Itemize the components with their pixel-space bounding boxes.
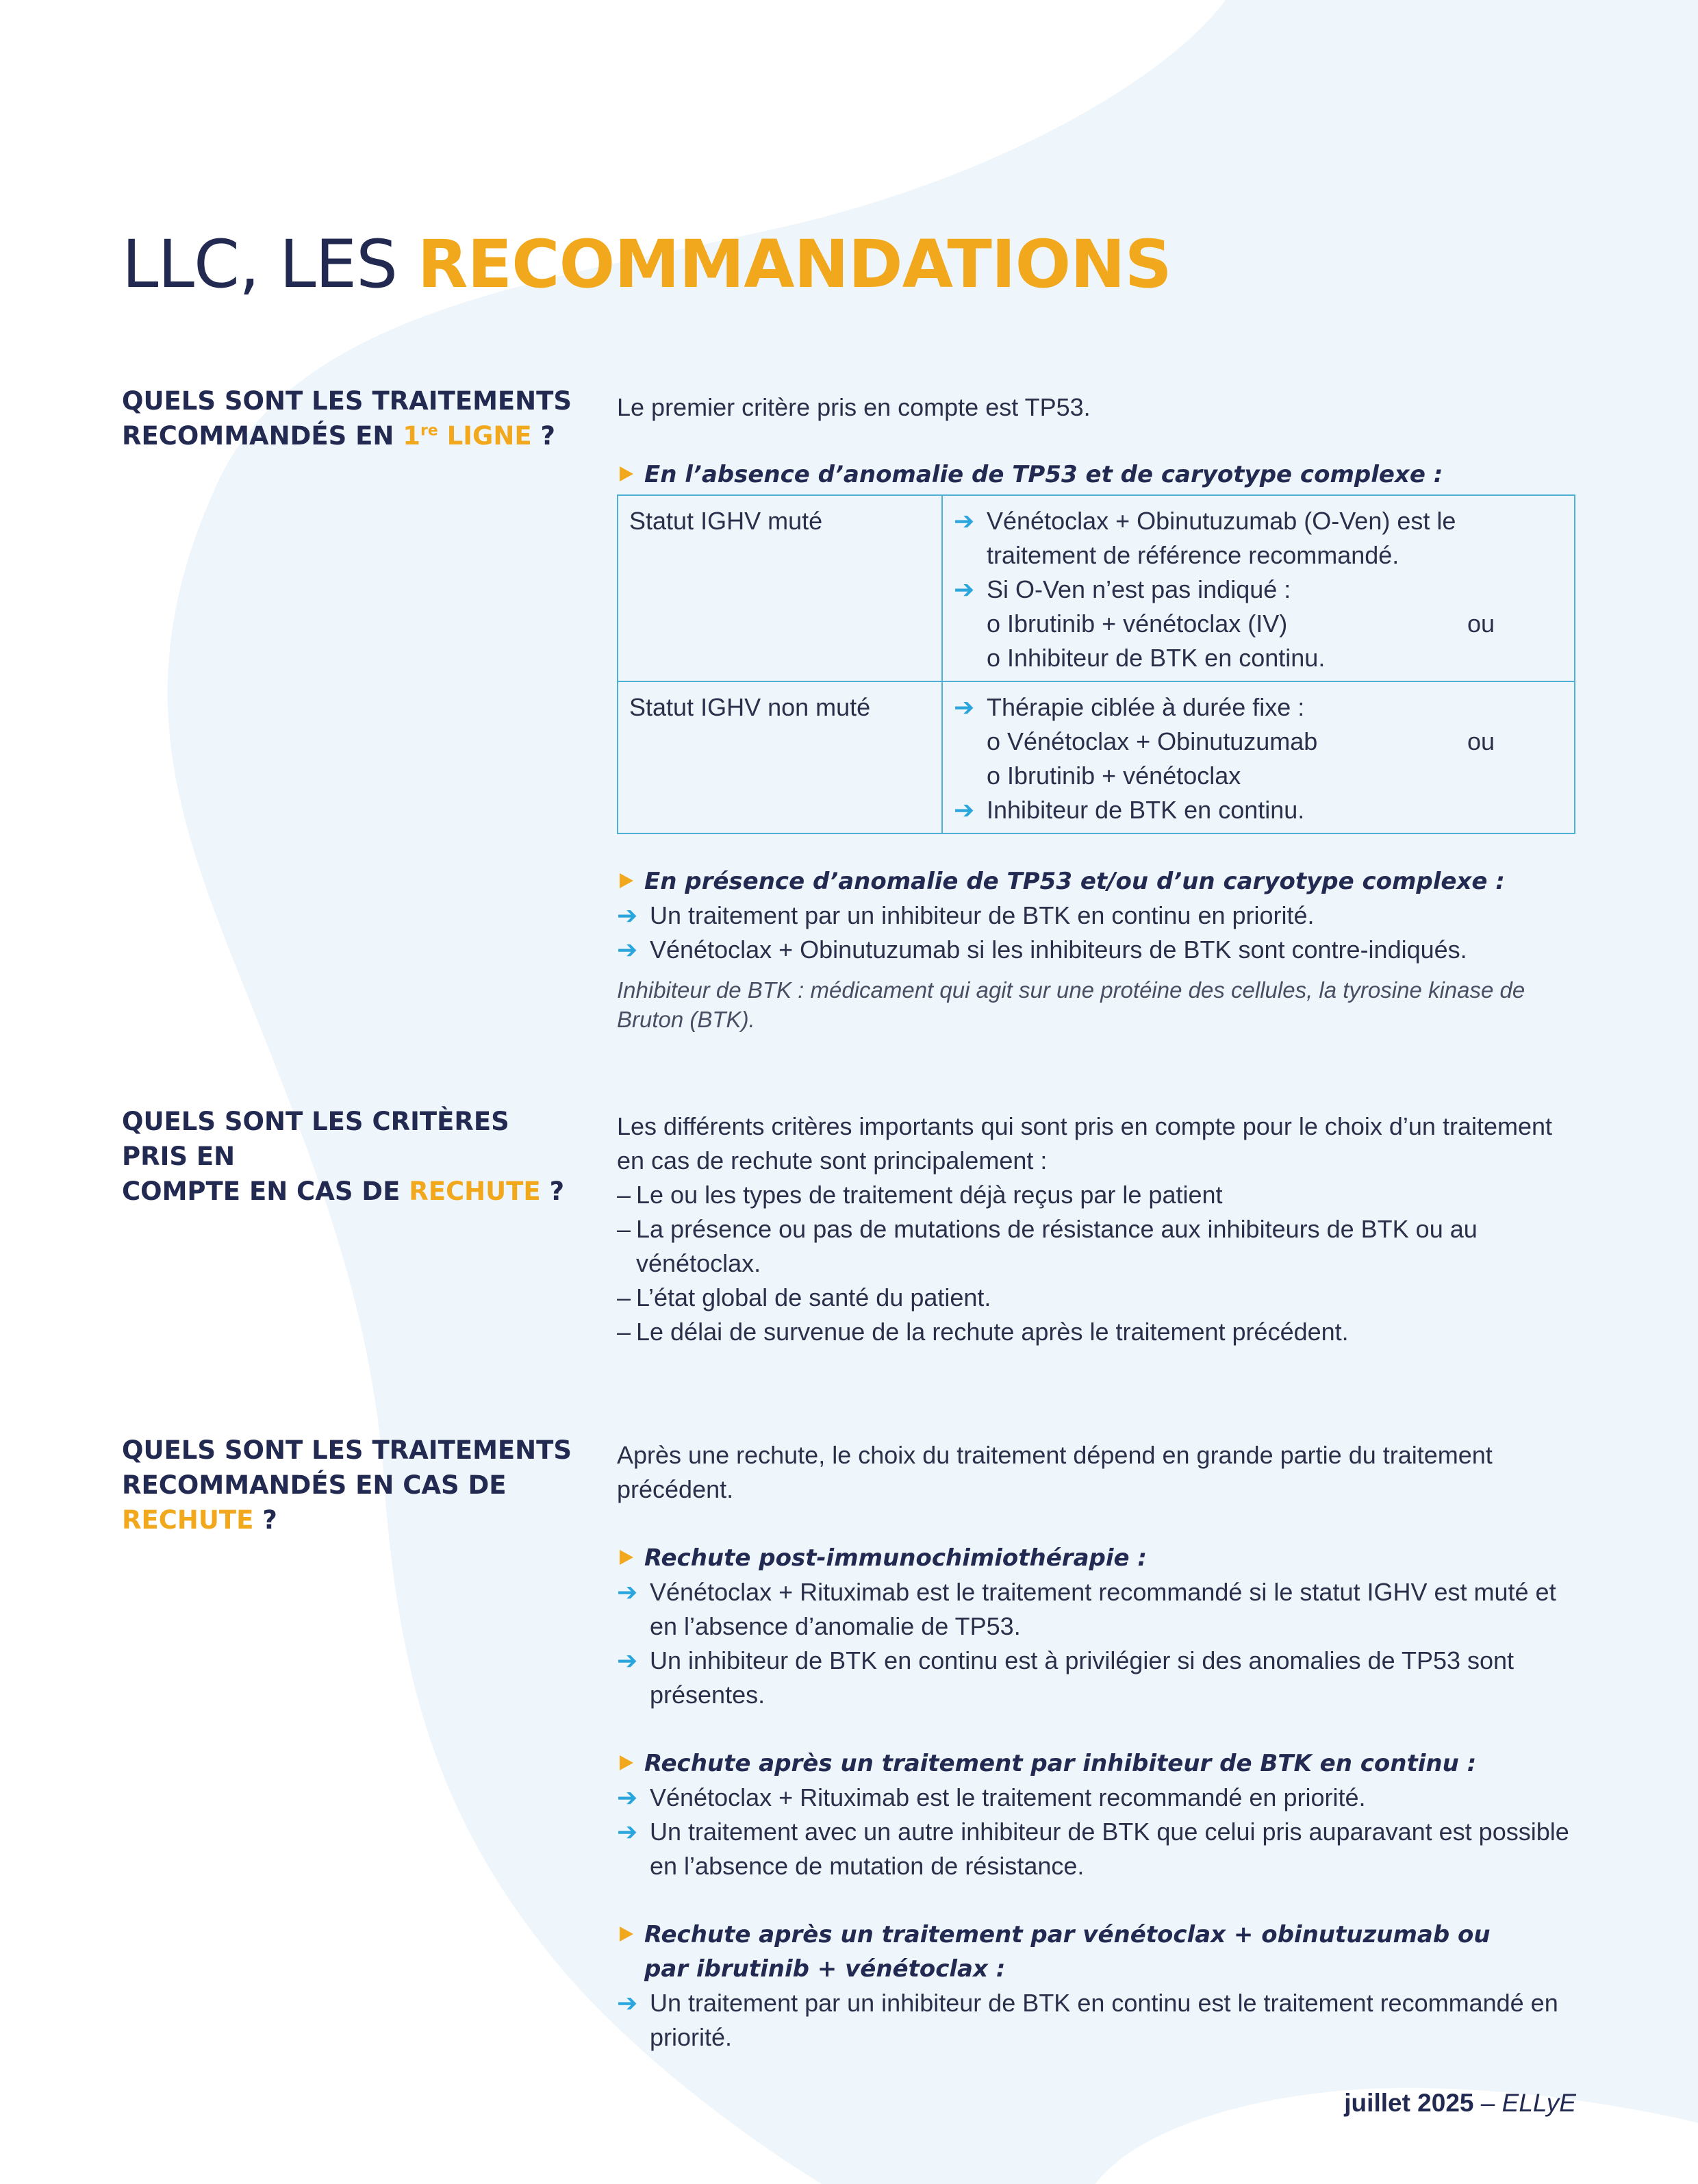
- subheading: Rechute post-immunochimiothérapie :: [617, 1541, 1575, 1575]
- right-arrow-icon: ➔: [617, 936, 638, 964]
- question-relapse-criteria: QUELS SONT LES CRITÈRES PRIS EN COMPTE EN CAS DE RECHUTE ?: [122, 1107, 565, 1206]
- right-arrow-icon: ➔: [954, 693, 975, 721]
- intro-text: Les différents critères importants qui sont pris en compte pour le choix d’un traitement en cas de rechute sont principalement :: [617, 1112, 1553, 1175]
- list-item: – L’état global de santé du patient.: [617, 1283, 991, 1311]
- list-item: ➔ Un traitement avec un autre inhibiteur de BTK que celui pris auparavant est possible en l’absence de mutation de résistance.: [617, 1815, 1575, 1883]
- section-relapse-criteria: [617, 1109, 1575, 1349]
- table-cell-label: Statut IGHV non muté: [618, 681, 942, 833]
- right-arrow-icon: ➔: [954, 575, 975, 603]
- list-item: ➔ Un traitement par un inhibiteur de BTK en continu est le traitement recommandé en priorité.: [617, 1986, 1575, 2055]
- subheading: Rechute après un traitement par vénétoclax + obinutuzumab ou par ibrutinib + vénétoclax :: [617, 1918, 1534, 1986]
- list-item: – La présence ou pas de mutations de résistance aux inhibiteurs de BTK ou au vénétoclax.: [617, 1215, 1478, 1277]
- orange-triangle-icon: [620, 873, 633, 888]
- table-row: [618, 681, 1575, 833]
- right-arrow-icon: ➔: [617, 1578, 638, 1606]
- list-item: ➔ Vénétoclax + Rituximab est le traitement recommandé en priorité.: [617, 1781, 1575, 1815]
- table-row: [618, 495, 1575, 681]
- section-first-line: [617, 390, 1575, 1034]
- right-arrow-icon: ➔: [954, 796, 975, 824]
- orange-triangle-icon: [620, 1755, 633, 1770]
- recommendations-table: [617, 494, 1575, 834]
- list-item: ➔ Un inhibiteur de BTK en continu est à privilégier si des anomalies de TP53 sont présentes.: [617, 1644, 1575, 1712]
- question-relapse-treatments: QUELS SONT LES TRAITEMENTS RECOMMANDÉS EN CAS DE RECHUTE ?: [122, 1435, 572, 1535]
- orange-triangle-icon: [620, 466, 633, 481]
- right-arrow-icon: ➔: [617, 1818, 638, 1846]
- right-arrow-icon: ➔: [617, 1646, 638, 1674]
- footnote: Inhibiteur de BTK : médicament qui agit sur une protéine des cellules, la tyrosine kinase de Bruton (BTK).: [617, 977, 1525, 1032]
- section-relapse-treatments: [617, 1438, 1575, 2055]
- orange-triangle-icon: [620, 1550, 633, 1565]
- page-title: LLC, LES RECOMMANDATIONS: [122, 226, 1171, 303]
- right-arrow-icon: ➔: [954, 507, 975, 535]
- question-first-line: QUELS SONT LES TRAITEMENTS RECOMMANDÉS EN 1re LIGNE ?: [122, 386, 572, 451]
- list-item: ➔ Vénétoclax + Obinutuzumab si les inhibiteurs de BTK sont contre-indiqués.: [617, 933, 1575, 967]
- list-item: – Le délai de survenue de la rechute après le traitement précédent.: [617, 1318, 1349, 1346]
- table-cell-content: ➔ Thérapie ciblée à durée fixe : o Vénétoclax + Obinutuzumab ou o Ibrutinib + vénétoclax ➔ Inhibiteur de BTK en continu.: [942, 681, 1575, 833]
- intro-text: Le premier critère pris en compte est TP53.: [617, 393, 1091, 421]
- table-cell-content: ➔ Vénétoclax + Obinutuzumab (O-Ven) est le traitement de référence recommandé. ➔ Si O-Ven n’est pas indiqué : o Ibrutinib + vénétoclax (IV) ou o Inhibiteur de BTK en continu.: [942, 495, 1575, 681]
- page-footer: juillet 2025 – ELLyE: [1344, 2089, 1576, 2117]
- list-item: ➔ Vénétoclax + Rituximab est le traitement recommandé si le statut IGHV est muté et en l’absence d’anomalie de TP53.: [617, 1575, 1575, 1644]
- list-item: – Le ou les types de traitement déjà reçus par le patient: [617, 1181, 1223, 1209]
- intro-text: Après une rechute, le choix du traitement dépend en grande partie du traitement précédent.: [617, 1441, 1493, 1503]
- subheading: En l’absence d’anomalie de TP53 et de caryotype complexe :: [617, 457, 1575, 492]
- list-item: ➔ Un traitement par un inhibiteur de BTK en continu en priorité.: [617, 899, 1575, 933]
- subheading: En présence d’anomalie de TP53 et/ou d’un caryotype complexe :: [617, 864, 1575, 899]
- right-arrow-icon: ➔: [617, 1783, 638, 1811]
- orange-triangle-icon: [620, 1926, 633, 1942]
- subheading: Rechute après un traitement par inhibiteur de BTK en continu :: [617, 1746, 1575, 1781]
- right-arrow-icon: ➔: [617, 901, 638, 929]
- right-arrow-icon: ➔: [617, 1989, 638, 2017]
- table-cell-label: Statut IGHV muté: [618, 495, 942, 681]
